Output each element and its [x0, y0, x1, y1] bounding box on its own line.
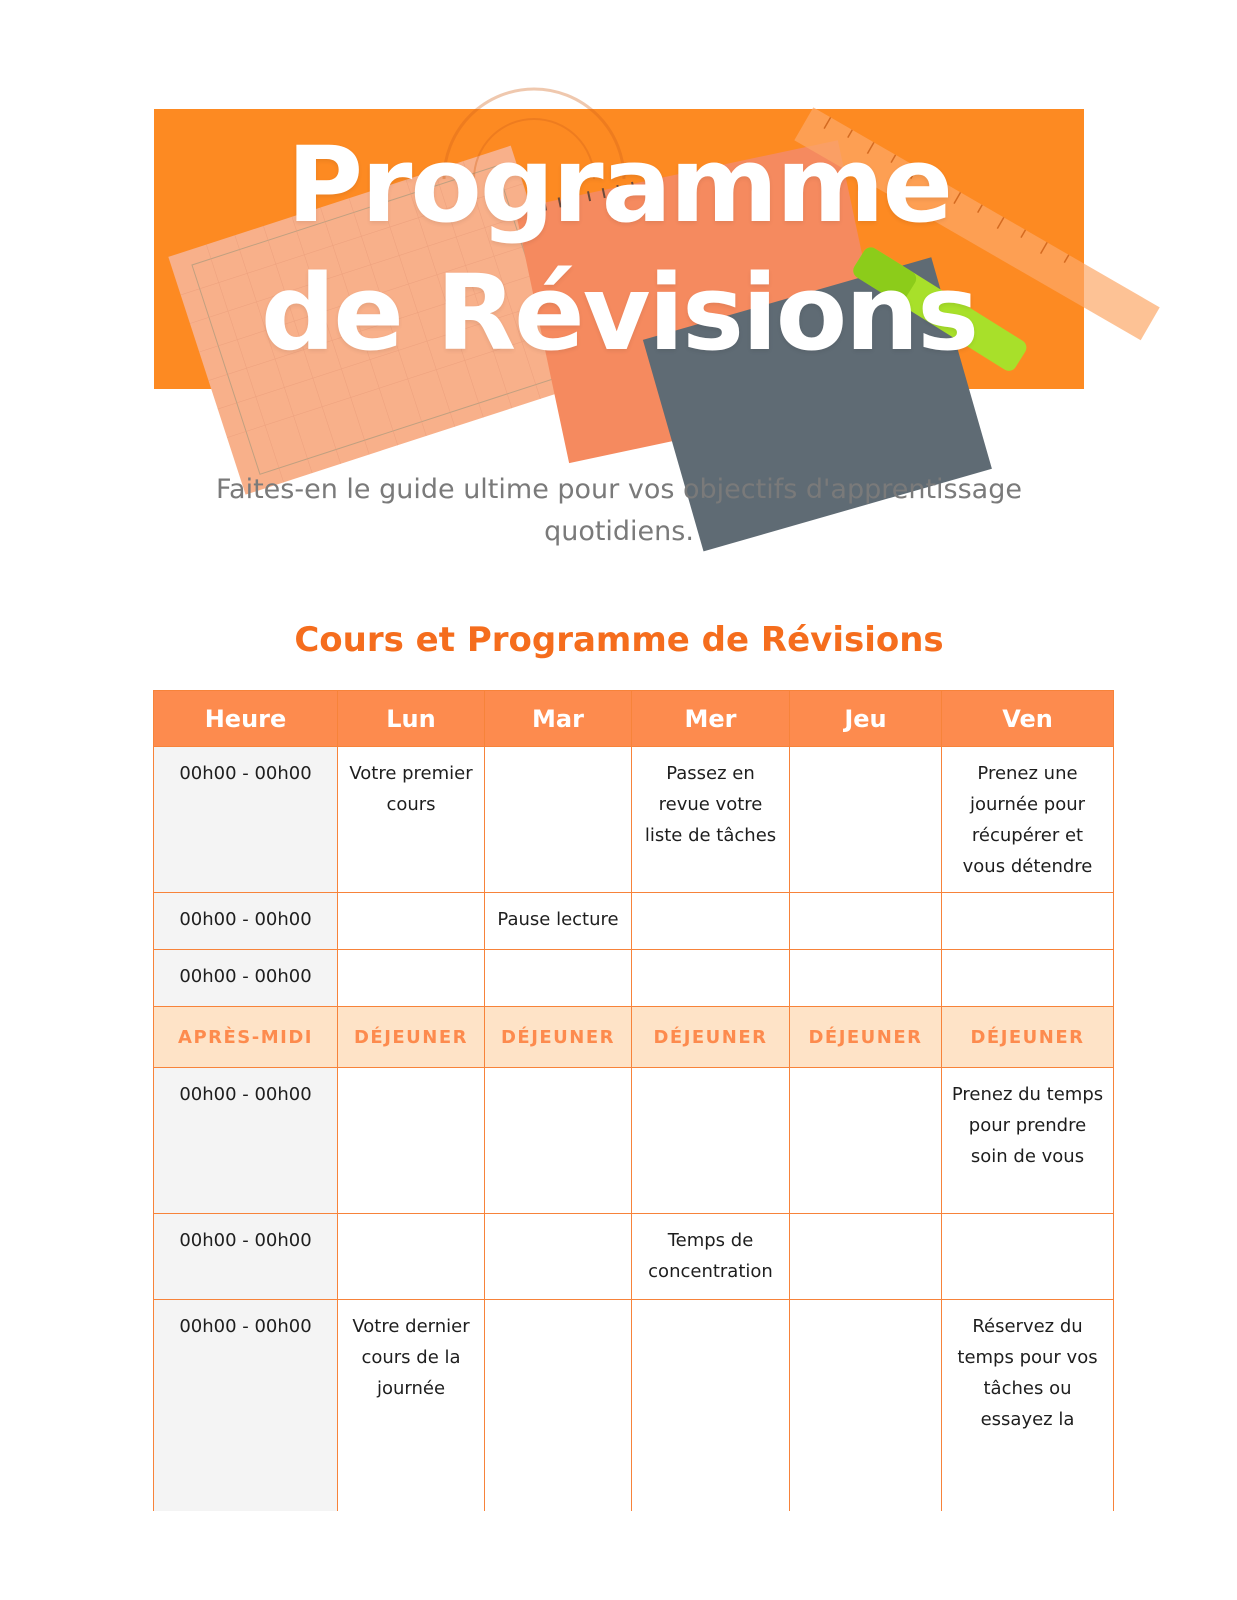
table-row [154, 1214, 1114, 1300]
break-cell: DÉJEUNER [338, 1007, 485, 1068]
table-header-row [154, 691, 1114, 747]
schedule-cell: Votre premier cours [338, 747, 485, 893]
schedule-cell [485, 1214, 632, 1300]
schedule-cell: Réservez du temps pour vos tâches ou essayez la [942, 1300, 1114, 1512]
column-header-monday: Lun [338, 691, 485, 747]
break-cell: DÉJEUNER [632, 1007, 790, 1068]
page-title-line-1: Programme [286, 124, 952, 246]
table-row [154, 893, 1114, 950]
column-header-time: Heure [154, 691, 338, 747]
column-header-friday: Ven [942, 691, 1114, 747]
schedule-cell [790, 893, 942, 950]
schedule-cell [485, 950, 632, 1007]
table-row [154, 1068, 1114, 1214]
schedule-table [153, 690, 1114, 1511]
time-cell: 00h00 - 00h00 [154, 893, 338, 950]
schedule-cell: Passez en revue votre liste de tâches [632, 747, 790, 893]
header-banner [154, 109, 1084, 389]
schedule-cell: Votre dernier cours de la journée [338, 1300, 485, 1512]
page-title-line-2: de Révisions [260, 252, 978, 374]
schedule-cell [790, 1214, 942, 1300]
schedule-cell [790, 747, 942, 893]
schedule-cell [485, 747, 632, 893]
table-row [154, 1300, 1114, 1512]
page-title [154, 109, 1084, 389]
table-row [154, 950, 1114, 1007]
schedule-cell [632, 1300, 790, 1512]
schedule-table-container [153, 690, 1104, 1493]
schedule-cell [485, 1300, 632, 1512]
schedule-cell [942, 950, 1114, 1007]
schedule-cell [790, 950, 942, 1007]
break-cell: DÉJEUNER [485, 1007, 632, 1068]
break-cell: DÉJEUNER [790, 1007, 942, 1068]
section-title: Cours et Programme de Révisions [294, 620, 944, 660]
schedule-cell [632, 950, 790, 1007]
column-header-tuesday: Mar [485, 691, 632, 747]
schedule-cell: Prenez du temps pour prendre soin de vous [942, 1068, 1114, 1214]
schedule-cell [790, 1068, 942, 1214]
schedule-cell: Temps de concentration [632, 1214, 790, 1300]
column-header-thursday: Jeu [790, 691, 942, 747]
schedule-cell [338, 893, 485, 950]
time-cell: 00h00 - 00h00 [154, 747, 338, 893]
break-cell: DÉJEUNER [942, 1007, 1114, 1068]
page-subtitle: Faites-en le guide ultime pour vos objectifs d'apprentissage quotidiens. [216, 474, 1022, 547]
time-cell: 00h00 - 00h00 [154, 950, 338, 1007]
column-header-wednesday: Mer [632, 691, 790, 747]
table-row [154, 747, 1114, 893]
schedule-cell: Pause lecture [485, 893, 632, 950]
time-cell: 00h00 - 00h00 [154, 1214, 338, 1300]
lunch-break-row [154, 1007, 1114, 1068]
schedule-cell [338, 950, 485, 1007]
schedule-cell [485, 1068, 632, 1214]
schedule-cell: Prenez une journée pour récupérer et vous détendre [942, 747, 1114, 893]
break-label-cell: APRÈS-MIDI [154, 1007, 338, 1068]
schedule-cell [942, 893, 1114, 950]
time-cell: 00h00 - 00h00 [154, 1068, 338, 1214]
schedule-cell [632, 1068, 790, 1214]
schedule-cell [790, 1300, 942, 1512]
schedule-cell [632, 893, 790, 950]
schedule-cell [942, 1214, 1114, 1300]
schedule-cell [338, 1068, 485, 1214]
schedule-cell [338, 1214, 485, 1300]
time-cell: 00h00 - 00h00 [154, 1300, 338, 1512]
